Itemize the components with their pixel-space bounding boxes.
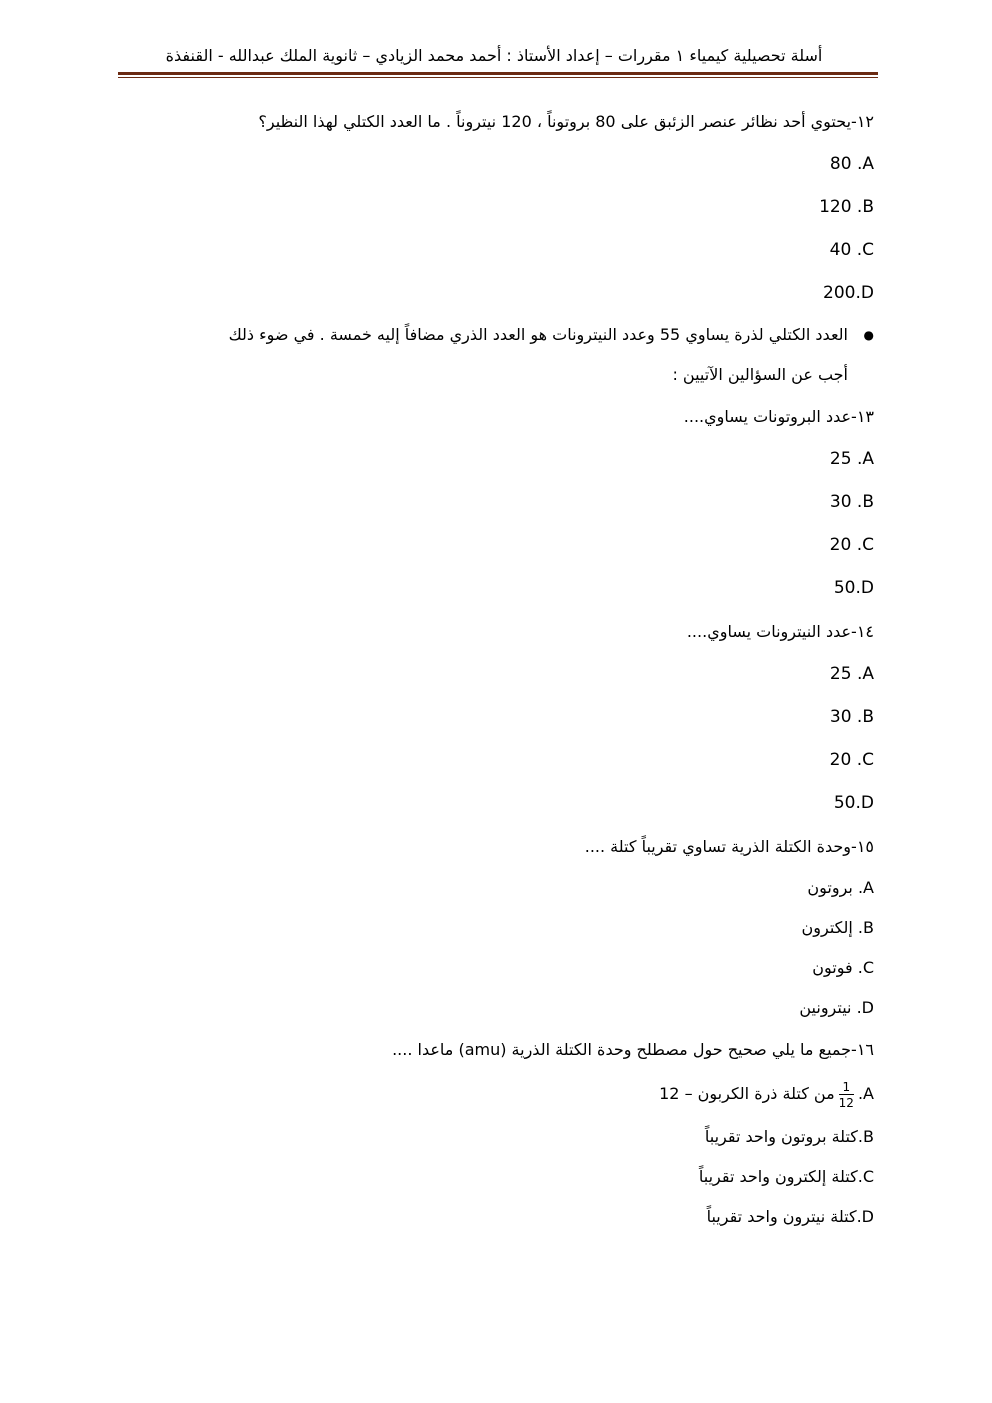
option-value: 40 (829, 240, 852, 260)
option-15-a[interactable] (114, 868, 874, 908)
option-letter: A. (857, 878, 874, 897)
page-header: أسلة تحصيلية كيمياء ١ مقررات – إعداد الأستاذ : أحمد محمد الزيادي – ثانوية الملك عبدالله - القنفذة (165, 46, 823, 65)
option-13-a[interactable]: 25 .A (829, 449, 874, 469)
option-letter: A. (857, 1084, 874, 1103)
option-15-d[interactable] (114, 988, 874, 1028)
option-letter: D. (856, 998, 874, 1017)
option-letter: B (862, 707, 874, 727)
option-value: 20 (829, 750, 852, 770)
option-13-b[interactable]: 30 .B (829, 492, 874, 512)
option-value: إلكترون (801, 918, 853, 937)
question-text: يحتوي أحد نظائر عنصر الزئبق على 80 بروتوناً ، 120 نيتروناً . ما العدد الكتلي لهذا النظير؟ (258, 112, 852, 131)
option-letter: A (862, 154, 874, 174)
option-value: 200 (823, 283, 856, 303)
option-value: 120 (819, 197, 852, 217)
question-number: ١٦- (851, 1040, 874, 1059)
option-14-d[interactable]: 50.D (833, 793, 874, 813)
option-value: 50 (833, 578, 856, 598)
option-letter: A (862, 449, 874, 469)
option-12-c[interactable]: 40 .C (829, 240, 874, 260)
header-rule-thick (118, 72, 878, 75)
question-number: ١٤- (851, 622, 874, 641)
question-number: ١٣- (851, 407, 874, 426)
question-14 (114, 610, 874, 653)
option-letter: B (862, 492, 874, 512)
question-12 (114, 100, 874, 143)
fraction-numerator: 1 (842, 1079, 851, 1094)
option-16-d[interactable] (114, 1197, 874, 1237)
option-13-c[interactable]: 20 .C (829, 535, 874, 555)
question-15 (114, 825, 874, 868)
option-letter: C (862, 535, 874, 555)
option-12-b[interactable]: 120 .B (819, 197, 874, 217)
option-letter: D (860, 793, 874, 813)
option-value: من كتلة ذرة الكربون – 12 (659, 1084, 835, 1103)
option-letter: C. (857, 1167, 874, 1186)
option-value: 25 (829, 664, 852, 684)
option-value: 50 (833, 793, 856, 813)
question-content (114, 100, 874, 1237)
option-14-c[interactable]: 20 .C (829, 750, 874, 770)
option-value: فوتون (812, 958, 853, 977)
option-14-b[interactable]: 30 .B (829, 707, 874, 727)
note-line-1: العدد الكتلي لذرة يساوي 55 وعدد النيترونات هو العدد الذري مضافاً إليه خمسة . في ضوء ذلك (228, 325, 848, 344)
option-12-d[interactable]: 200.D (823, 283, 874, 303)
option-value: بروتون (807, 878, 853, 897)
option-16-c[interactable] (114, 1157, 874, 1197)
option-letter: B. (857, 1127, 874, 1146)
option-letter: D (860, 283, 874, 303)
option-value: كتلة نيترون واحد تقريباً (706, 1207, 857, 1226)
option-value: كتلة بروتون واحد تقريباً (704, 1127, 858, 1146)
option-12-a[interactable]: 80 .A (829, 154, 874, 174)
option-value: 20 (829, 535, 852, 555)
question-text: وحدة الكتلة الذرية تساوي تقريباً كتلة .... (584, 837, 852, 856)
option-letter: B (862, 197, 874, 217)
option-14-a[interactable]: 25 .A (829, 664, 874, 684)
option-16-a[interactable] (114, 1071, 874, 1117)
context-note (114, 315, 874, 395)
option-value: نيترونين (799, 998, 852, 1017)
fraction (839, 1080, 854, 1110)
question-text: عدد البروتونات يساوي.... (683, 407, 852, 426)
option-value: 30 (829, 707, 852, 727)
option-letter: C. (857, 958, 874, 977)
option-letter: D. (856, 1207, 874, 1226)
note-line-2: أجب عن السؤالين الآتيين : (672, 365, 848, 384)
option-letter: B. (857, 918, 874, 937)
question-13 (114, 395, 874, 438)
question-16 (114, 1028, 874, 1071)
question-text: جميع ما يلي صحيح حول مصطلح وحدة الكتلة الذرية (amu) ماعدا .... (392, 1040, 852, 1059)
question-number: ١٢- (851, 112, 874, 131)
option-15-c[interactable] (114, 948, 874, 988)
header-rule-thin (118, 77, 878, 78)
question-number: ١٥- (851, 837, 874, 856)
option-value: 30 (829, 492, 852, 512)
question-text: عدد النيترونات يساوي.... (686, 622, 852, 641)
option-letter: A (862, 664, 874, 684)
fraction-denominator: 12 (838, 1095, 854, 1110)
option-letter: C (862, 750, 874, 770)
option-letter: C (862, 240, 874, 260)
bullet-icon: ● (863, 328, 874, 342)
option-16-b[interactable] (114, 1117, 874, 1157)
option-13-d[interactable]: 50.D (833, 578, 874, 598)
option-value: 25 (829, 449, 852, 469)
option-value: 80 (829, 154, 852, 174)
option-value: كتلة إلكترون واحد تقريباً (698, 1167, 858, 1186)
option-15-b[interactable] (114, 908, 874, 948)
option-letter: D (860, 578, 874, 598)
